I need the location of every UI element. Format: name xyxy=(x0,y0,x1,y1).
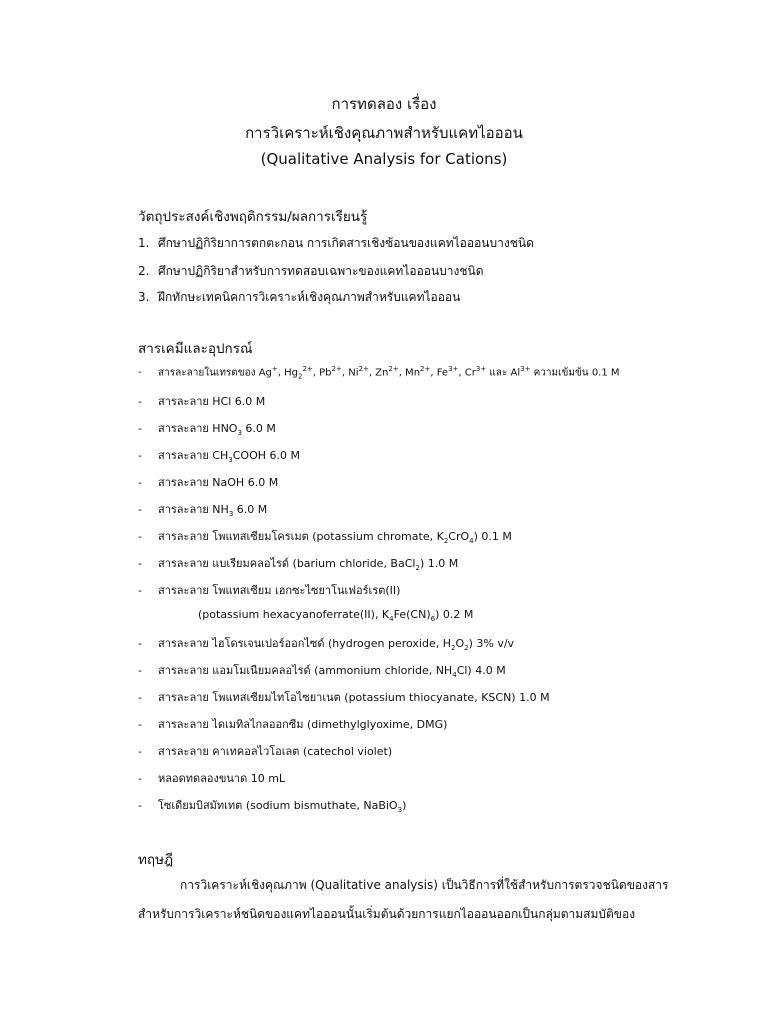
chemical-item: - หลอดทดลองขนาด 10 mL xyxy=(138,772,286,785)
title-line-3: (Qualitative Analysis for Cations) xyxy=(260,150,508,168)
chemical-item: - สารละลาย โพแทสเซียมโครเมต (potassium chromate, $K_2CrO_4$) 0.1 M xyxy=(138,530,512,546)
chemical-item: - สารละลาย $HNO_3$ 6.0 M xyxy=(138,422,276,438)
chemical-item: - สารละลาย ไฮโดรเจนเปอร์ออกไซด์ (hydrogen peroxide, $H_2O_2$) 3% v/v xyxy=(138,637,515,653)
chemical-item: - สารละลาย $CH_3COOH$ 6.0 M xyxy=(138,449,300,465)
title-line-2: การวิเคราะห์เชิงคุณภาพสำหรับแคทไอออน xyxy=(245,124,523,142)
chemical-item: - สารละลาย NaOH 6.0 M xyxy=(138,476,279,489)
objective-item-3: 3. ฝึกทักษะเทคนิคการวิเคราะห์เชิงคุณภาพสำหรับแคทไอออน xyxy=(138,290,461,304)
objective-item-2: 2. ศึกษาปฏิกิริยาสำหรับการทดสอบเฉพาะของแคทไอออนบางชนิด xyxy=(138,264,484,278)
objectives-heading: วัตถุประสงค์เชิงพฤติกรรม/ผลการเรียนรู้ xyxy=(138,209,368,225)
chemical-item-nitrates: - สารละลายในเทรตของ Ag+, $Hg_2^{2+}$, $Pb^{2+}$, $Ni^{2+}$, $Zn^{2+}$, $Mn^{2+}$, $Fe^{3+}$, $Cr^{3+}$ และ $Al^{3+}$ ความเข้มข้น 0.1 M xyxy=(138,365,620,381)
chemical-item: - สารละลาย HCl 6.0 M xyxy=(138,395,266,408)
theory-paragraph-line-1: การวิเคราะห์เชิงคุณภาพ (Qualitative analysis) เป็นวิธีการที่ใช้สำหรับการตรวจชนิดของสาร xyxy=(180,878,669,892)
chemicals-heading: สารเคมีและอุปกรณ์ xyxy=(138,341,253,357)
chemical-item: - สารละลาย โพแทสเซียม เฮกซะไซยาโนเฟอร์เรต(II) xyxy=(138,584,401,597)
chemical-item: - โซเดียมบิสมัทเทต (sodium bismuthate, NaBiO$_3$) xyxy=(138,799,407,815)
chemical-item: - สารละลาย แอมโมเนียมคลอไรด์ (ammonium chloride, $NH_4Cl$) 4.0 M xyxy=(138,664,506,680)
theory-heading: ทฤษฎี xyxy=(138,852,174,868)
objective-item-1: 1. ศึกษาปฏิกิริยาการตกตะกอน การเกิดสารเชิงซ้อนของแคทไอออนบางชนิด xyxy=(138,236,534,250)
theory-paragraph-line-2: สำหรับการวิเคราะห์ชนิดของแคทไอออนนั้นเริ่มต้นด้วยการแยกไอออนออกเป็นกลุ่มตามสมบัติของ xyxy=(138,907,636,921)
title-line-1: การทดลอง เรื่อง xyxy=(331,95,437,113)
chemical-item: - สารละลาย ไดเมทิลไกลออกซีม (dimethylglyoxime, DMG) xyxy=(138,718,448,731)
chemical-item: - สารละลาย $NH_3$ 6.0 M xyxy=(138,503,268,519)
chemical-item-continuation: (potassium hexacyanoferrate(II), $K_4Fe(CN)_6$) 0.2 M xyxy=(198,608,474,624)
chemical-item: - สารละลาย แบเรียมคลอไรด์ (barium chloride, BaCl$_2$) 1.0 M xyxy=(138,557,459,573)
chemical-item: - สารละลาย คาเทคอลไวโอเลต (catechol violet) xyxy=(138,745,393,758)
chemical-item: - สารละลาย โพแทสเซียมไทโอไซยาเนต (potassium thiocyanate, KSCN) 1.0 M xyxy=(138,691,550,704)
